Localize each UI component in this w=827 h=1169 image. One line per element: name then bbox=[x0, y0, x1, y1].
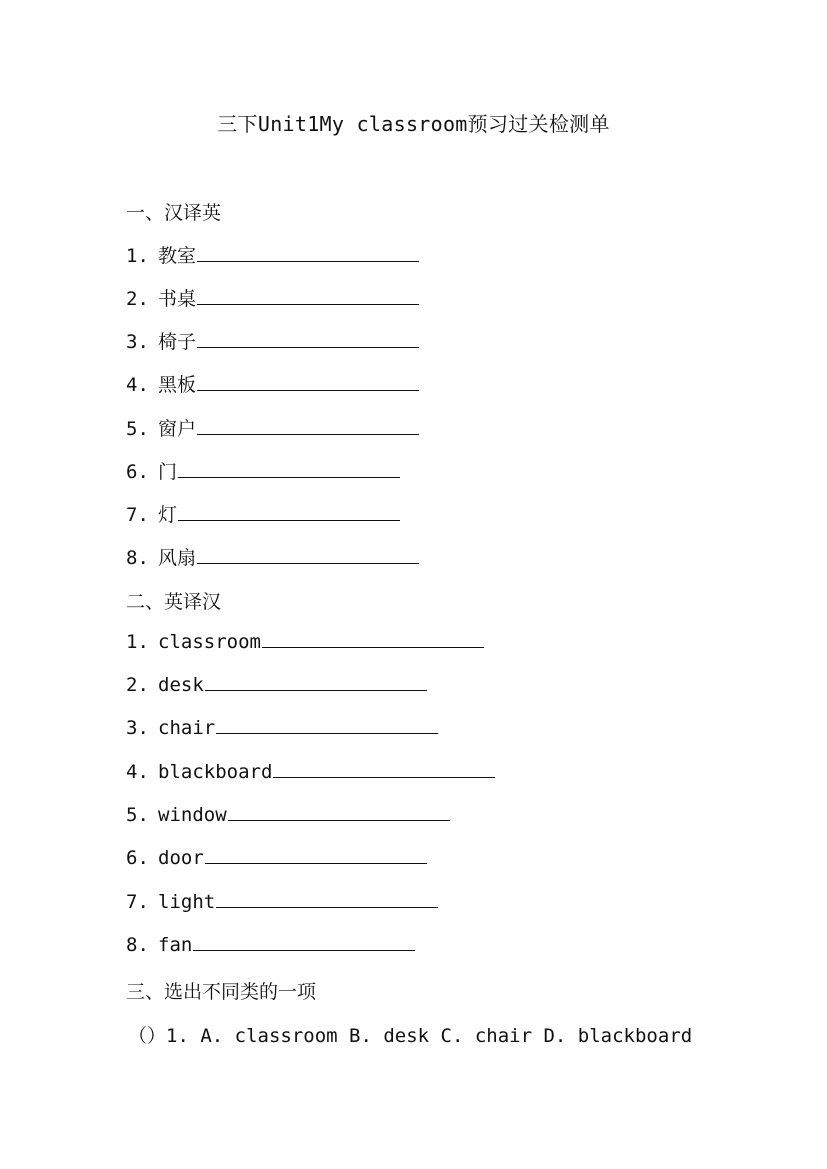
answer-blank[interactable] bbox=[197, 346, 419, 348]
item-text: fan bbox=[158, 934, 193, 956]
list-item bbox=[126, 414, 419, 441]
item-number: 7. bbox=[126, 891, 149, 913]
list-item bbox=[126, 891, 438, 913]
answer-blank[interactable] bbox=[197, 260, 419, 262]
item-number: 2. bbox=[126, 288, 149, 310]
answer-blank[interactable] bbox=[216, 732, 438, 734]
answer-blank[interactable] bbox=[197, 303, 419, 305]
item-text: 椅子 bbox=[158, 331, 197, 353]
item-text: chair bbox=[158, 717, 216, 739]
item-number: 4. bbox=[126, 761, 149, 783]
item-number: 5. bbox=[126, 804, 149, 826]
list-item bbox=[126, 370, 419, 397]
item-text: 灯 bbox=[158, 504, 178, 526]
list-item bbox=[126, 241, 419, 268]
item-number: 2. bbox=[126, 674, 149, 696]
answer-blank[interactable] bbox=[262, 646, 484, 648]
answer-blank[interactable] bbox=[197, 433, 419, 435]
item-number: 1. bbox=[126, 245, 149, 267]
list-item bbox=[126, 327, 419, 354]
list-item bbox=[126, 674, 427, 696]
section-heading-1: 一、汉译英 bbox=[126, 202, 222, 224]
answer-blank[interactable] bbox=[197, 389, 419, 391]
section-heading-2: 二、英译汉 bbox=[126, 591, 222, 613]
item-text: 书桌 bbox=[158, 288, 197, 310]
item-text: 黑板 bbox=[158, 374, 197, 396]
list-item bbox=[126, 543, 419, 570]
section-heading-3: 三、选出不同类的一项 bbox=[126, 981, 317, 1003]
item-number: 7. bbox=[126, 504, 149, 526]
item-text: door bbox=[158, 847, 204, 869]
list-item bbox=[126, 761, 495, 783]
item-text: window bbox=[158, 804, 227, 826]
item-number: 4. bbox=[126, 374, 149, 396]
item-text: light bbox=[158, 891, 216, 913]
item-text: 教室 bbox=[158, 245, 197, 267]
item-number: 5. bbox=[126, 418, 149, 440]
answer-blank[interactable] bbox=[273, 776, 495, 778]
answer-blank[interactable] bbox=[178, 476, 400, 478]
multiple-choice-question: （）1. A. classroom B. desk C. chair D. blackboard bbox=[128, 1025, 693, 1047]
item-number: 3. bbox=[126, 331, 149, 353]
item-number: 3. bbox=[126, 717, 149, 739]
item-text: 窗户 bbox=[158, 418, 197, 440]
item-text: 风扇 bbox=[158, 547, 197, 569]
list-item bbox=[126, 717, 438, 739]
answer-blank[interactable] bbox=[205, 689, 427, 691]
answer-blank[interactable] bbox=[216, 906, 438, 908]
item-number: 8. bbox=[126, 547, 149, 569]
list-item bbox=[126, 457, 400, 484]
item-text: blackboard bbox=[158, 761, 273, 783]
item-text: classroom bbox=[158, 631, 261, 653]
page-title: 三下Unit1My classroom预习过关检测单 bbox=[217, 112, 610, 136]
answer-blank[interactable] bbox=[205, 862, 427, 864]
item-number: 8. bbox=[126, 934, 149, 956]
list-item bbox=[126, 500, 400, 527]
list-item bbox=[126, 847, 427, 869]
answer-blank[interactable] bbox=[178, 519, 400, 521]
list-item bbox=[126, 631, 484, 653]
item-number: 1. bbox=[126, 631, 149, 653]
item-number: 6. bbox=[126, 847, 149, 869]
list-item bbox=[126, 934, 415, 956]
answer-blank[interactable] bbox=[228, 819, 450, 821]
list-item bbox=[126, 284, 419, 311]
item-text: 门 bbox=[158, 461, 178, 483]
answer-blank[interactable] bbox=[193, 949, 415, 951]
item-text: desk bbox=[158, 674, 204, 696]
item-number: 6. bbox=[126, 461, 149, 483]
list-item bbox=[126, 804, 450, 826]
answer-blank[interactable] bbox=[197, 562, 419, 564]
